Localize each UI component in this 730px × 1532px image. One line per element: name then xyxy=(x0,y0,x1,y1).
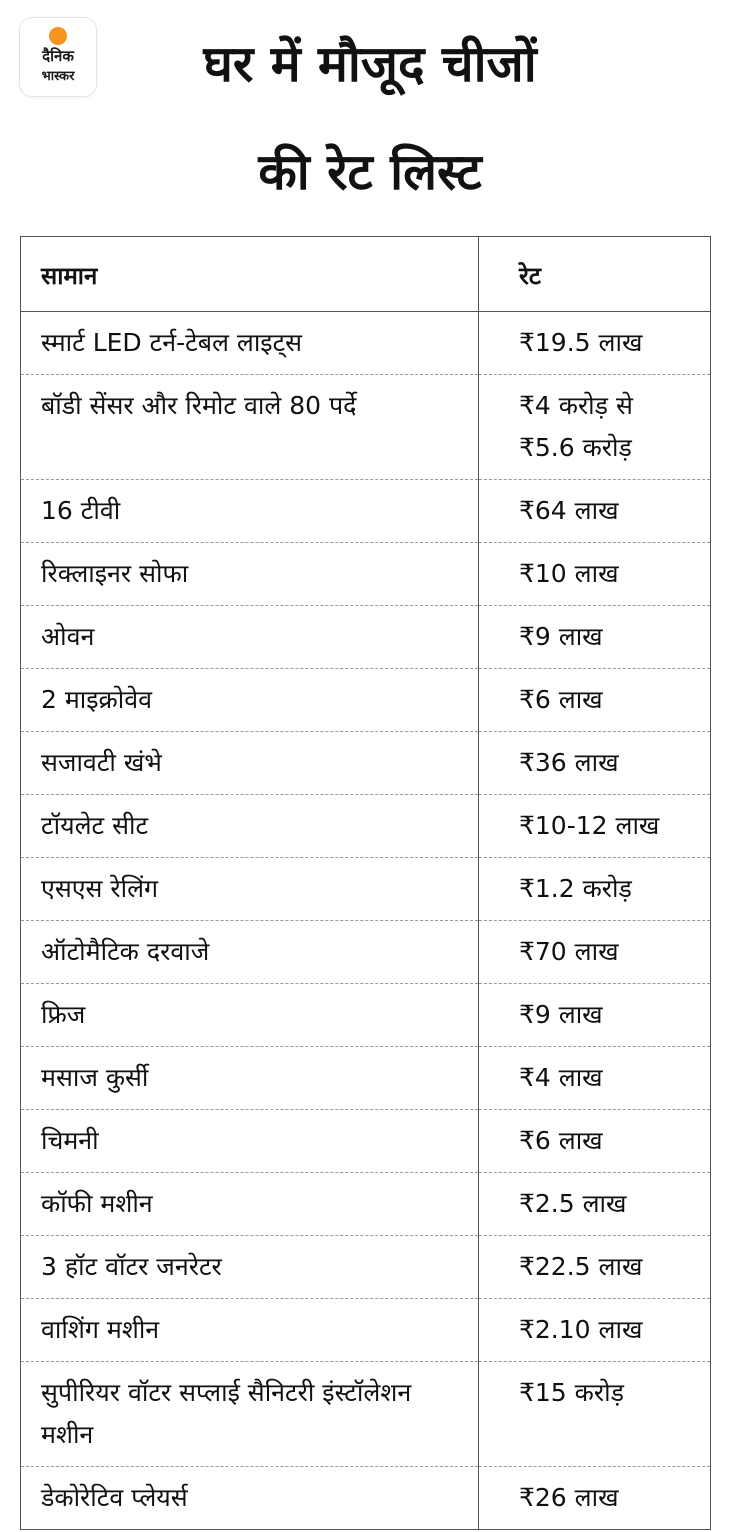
item-rate-cell: ₹6 लाख xyxy=(479,669,711,732)
item-name-cell: रिक्लाइनर सोफा xyxy=(21,543,479,606)
item-name-cell: एसएस रेलिंग xyxy=(21,858,479,921)
table-row xyxy=(21,1047,711,1110)
item-name-cell: वाशिंग मशीन xyxy=(21,1299,479,1362)
item-name-cell: ऑटोमैटिक दरवाजे xyxy=(21,921,479,984)
table-row xyxy=(21,312,711,375)
item-name-cell: 2 माइक्रोवेव xyxy=(21,669,479,732)
item-rate-cell: ₹6 लाख xyxy=(479,1110,711,1173)
item-rate-cell: ₹1.2 करोड़ xyxy=(479,858,711,921)
table-row xyxy=(21,1467,711,1530)
column-header-item: सामान xyxy=(21,237,479,312)
item-rate-cell: ₹10 लाख xyxy=(479,543,711,606)
table-row xyxy=(21,543,711,606)
column-header-rate: रेट xyxy=(479,237,711,312)
table-row xyxy=(21,375,711,480)
item-name-cell: सुपीरियर वॉटर सप्लाई सैनिटरी इंस्टॉलेशन मशीन xyxy=(21,1362,479,1467)
item-name-cell: 16 टीवी xyxy=(21,480,479,543)
item-name-cell: कॉफी मशीन xyxy=(21,1173,479,1236)
item-rate-cell: ₹4 लाख xyxy=(479,1047,711,1110)
item-rate-cell: ₹19.5 लाख xyxy=(479,312,711,375)
item-name-cell: टॉयलेट सीट xyxy=(21,795,479,858)
table-row xyxy=(21,669,711,732)
item-name-cell: सजावटी खंभे xyxy=(21,732,479,795)
item-rate-cell: ₹4 करोड़ से ₹5.6 करोड़ xyxy=(479,375,711,480)
table-row xyxy=(21,921,711,984)
table-row xyxy=(21,795,711,858)
dainik-bhaskar-logo xyxy=(20,18,96,96)
table-row xyxy=(21,480,711,543)
item-name-cell: स्मार्ट LED टर्न-टेबल लाइट्स xyxy=(41,328,303,357)
item-rate-cell: ₹9 लाख xyxy=(479,984,711,1047)
item-name-cell: ओवन xyxy=(21,606,479,669)
item-rate-cell: ₹70 लाख xyxy=(479,921,711,984)
item-rate-cell: ₹9 लाख xyxy=(479,606,711,669)
table-header-row xyxy=(21,237,711,312)
table-row xyxy=(21,1110,711,1173)
table-row xyxy=(21,606,711,669)
item-name-cell: डेकोरेटिव प्लेयर्स xyxy=(21,1467,479,1530)
table-row xyxy=(21,1236,711,1299)
item-name-cell: बॉडी सेंसर और रिमोट वाले 80 पर्दे xyxy=(21,375,479,480)
table-row xyxy=(21,984,711,1047)
item-rate-cell: ₹10-12 लाख xyxy=(479,795,711,858)
item-rate-cell: ₹2.10 लाख xyxy=(479,1299,711,1362)
item-rate-cell: ₹64 लाख xyxy=(479,480,711,543)
item-name-cell: फ्रिज xyxy=(21,984,479,1047)
item-name-cell: चिमनी xyxy=(21,1110,479,1173)
item-name-cell: मसाज कुर्सी xyxy=(21,1047,479,1110)
item-rate-cell: ₹26 लाख xyxy=(479,1467,711,1530)
table-row xyxy=(21,1362,711,1467)
logo-text-line1: दैनिक xyxy=(42,47,74,65)
page-title-line2: की रेट लिस्ट xyxy=(258,143,482,201)
item-rate-cell: ₹2.5 लाख xyxy=(479,1173,711,1236)
table-row xyxy=(21,1299,711,1362)
item-rate-cell: ₹15 करोड़ xyxy=(479,1362,711,1467)
sun-icon xyxy=(49,27,67,45)
item-name-cell: 3 हॉट वॉटर जनरेटर xyxy=(21,1236,479,1299)
table-row xyxy=(21,858,711,921)
item-rate-cell: ₹36 लाख xyxy=(479,732,711,795)
item-rate-cell: ₹22.5 लाख xyxy=(479,1236,711,1299)
logo-text-line2: भास्कर xyxy=(41,69,75,84)
table-row xyxy=(21,1173,711,1236)
rate-list-table xyxy=(20,236,711,1530)
table-row xyxy=(21,732,711,795)
page-title-line1: घर में मौजूद चीजों xyxy=(203,35,537,93)
